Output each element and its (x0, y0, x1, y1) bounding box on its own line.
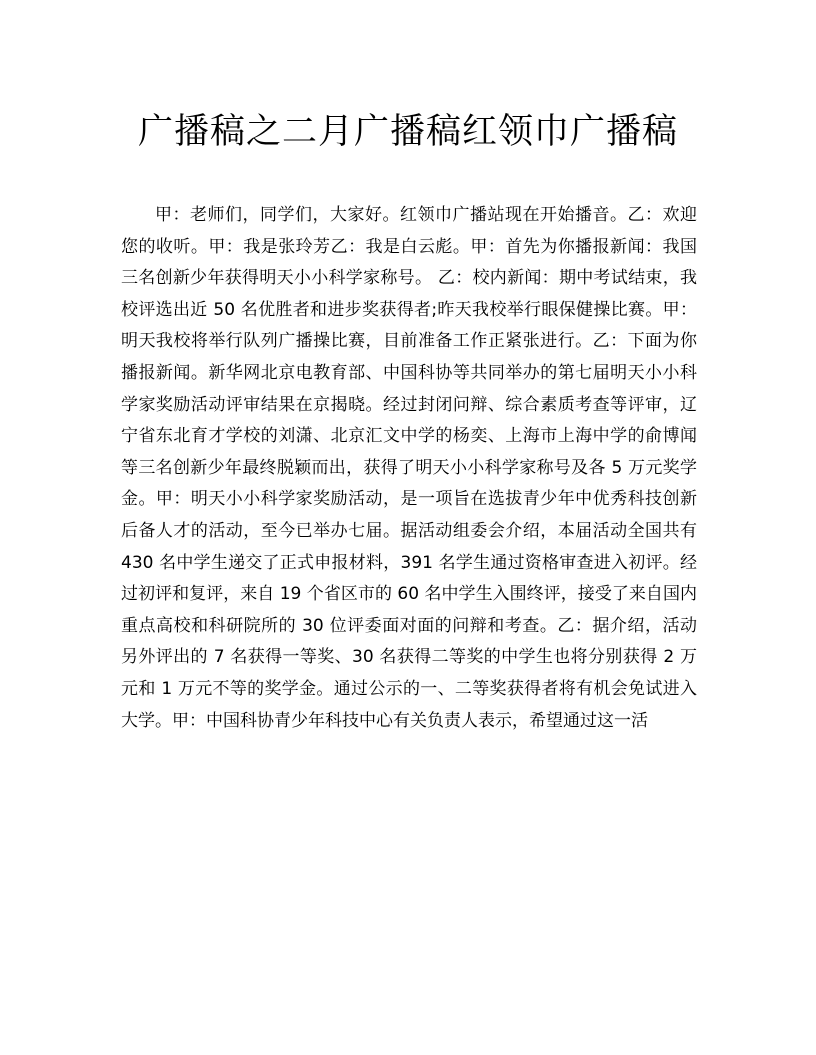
page-title: 广播稿之二月广播稿红领巾广播稿 (137, 112, 678, 152)
body-paragraph: 甲：老师们，同学们，大家好。红领巾广播站现在开始播音。乙：欢迎您的收听。甲：我是张玲芳乙：我是白云彪。甲：首先为你播报新闻：我国三名创新少年获得明天小小科学家称号。 乙：校内新闻：期中考试结束，我校评选出近 50 名优胜者和进步奖获得者;昨天我校举行眼保健操比赛。甲：明天我校将举行队列广播操比赛，目前准备工作正紧张进行。乙：下面为你播报新闻。新华网北京电教育部、中国科协等共同举办的第七届明天小小科学家奖励活动评审结果在京揭晓。经过封闭问辩、综合素质考查等评审，辽宁省东北育才学校的刘潇、北京汇文中学的杨奕、上海市上海中学的俞博闻等三名创新少年最终脱颖而出，获得了明天小小科学家称号及各 5 万元奖学金。甲：明天小小科学家奖励活动，是一项旨在选拔青少年中优秀科技创新后备人才的活动，至今已举办七届。据活动组委会介绍，本届活动全国共有 430 名中学生递交了正式申报材料，391 名学生通过资格审查进入初评。经过初评和复评，来自 19 个省区市的 60 名中学生入围终评，接受了来自国内重点高校和科研院所的 30 位评委面对面的问辩和考查。乙：据介绍，活动另外评出的 7 名获得一等奖、30 名获得二等奖的中学生也将分别获得 2 万元和 1 万元不等的奖学金。通过公示的一、二等奖获得者将有机会免试进入大学。甲：中国科协青少年科技中心有关负责人表示，希望通过这一活 (121, 205, 697, 731)
